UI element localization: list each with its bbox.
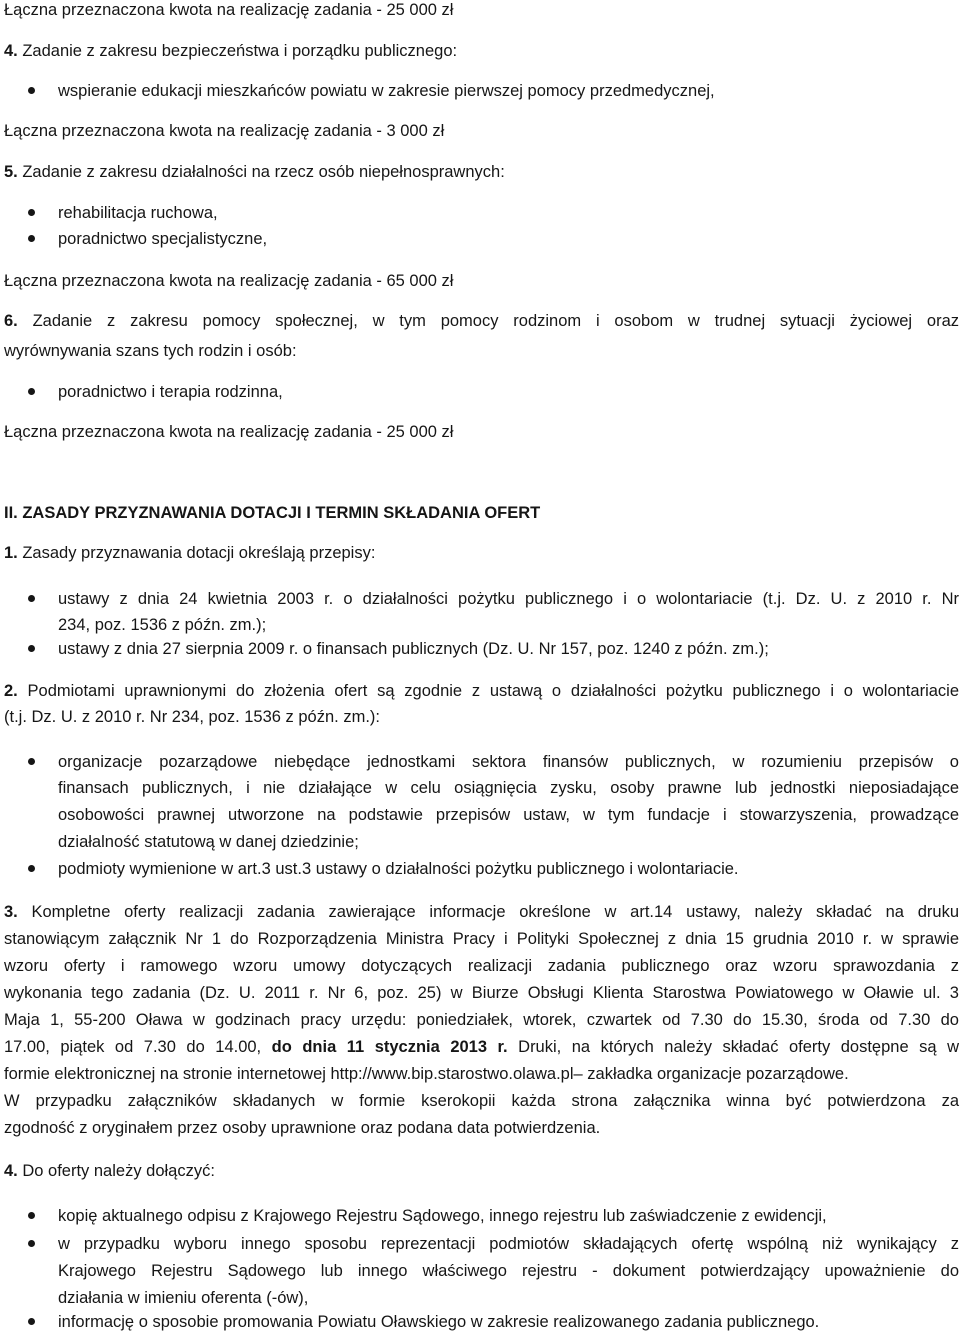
bullet-icon	[28, 595, 35, 602]
item-number: 5.	[4, 163, 18, 181]
item-number: 6.	[4, 312, 18, 330]
list-item-continuation: osobowości prawnej utworzone na podstawie przepisów ustaw, w tym fundacje i stowarzyszenia, prowadzące	[58, 806, 959, 824]
bullet-icon	[28, 209, 35, 216]
point-1-heading: 1. Zasady przyznawania dotacji określają przepisy:	[4, 544, 376, 562]
section-heading: II. ZASADY PRZYZNAWANIA DOTACJI I TERMIN SKŁADANIA OFERT	[4, 504, 541, 522]
list-item: ustawy z dnia 24 kwietnia 2003 r. o działalności pożytku publicznego i o wolontariacie (t.j. Dz. U. z 2010 r. Nr	[58, 590, 959, 608]
paragraph-line: wzoru oferty i ramowego wzoru umowy dotyczących realizacji zadania publicznego oraz wzoru sprawozdania z	[4, 957, 959, 975]
list-item: rehabilitacja ruchowa,	[58, 204, 218, 222]
list-item: informację o sposobie promowania Powiatu Oławskiego w zakresie realizowanego zadania publicznego.	[58, 1313, 820, 1331]
list-item-continuation: Krajowego Rejestru Sądowego lub innego właściwego rejestru - dokument potwierdzający upoważnienie do	[58, 1262, 959, 1280]
paragraph-line: W przypadku załączników składanych w formie kserokopii każda strona załącznika winna być potwierdzona za	[4, 1092, 959, 1110]
task-4-heading: 4. Zadanie z zakresu bezpieczeństwa i porządku publicznego:	[4, 42, 458, 60]
item-number: 4.	[4, 1162, 18, 1180]
list-item: w przypadku wyboru innego sposobu reprezentacji podmiotów składających ofertę wspólną niż wynikający z	[58, 1235, 959, 1253]
list-item: organizacje pozarządowe niebędące jednostkami sektora finansów publicznych, w rozumieniu przepisów o	[58, 753, 959, 771]
bullet-icon	[28, 388, 35, 395]
bullet-icon	[28, 1240, 35, 1247]
list-item-continuation: 234, poz. 1536 z późn. zm.);	[58, 616, 267, 634]
list-item: poradnictwo specjalistyczne,	[58, 230, 268, 248]
task-5-heading: 5. Zadanie z zakresu działalności na rzecz osób niepełnosprawnych:	[4, 163, 505, 181]
amount-line: Łączna przeznaczona kwota na realizację zadania - 25 000 zł	[4, 423, 454, 441]
paragraph-line: zgodność z oryginałem przez osoby uprawnione oraz podana data potwierdzenia.	[4, 1119, 601, 1137]
item-number: 2.	[4, 682, 18, 700]
point-2-heading: 2. Podmiotami uprawnionymi do złożenia ofert są zgodnie z ustawą o działalności pożytku publicznego i o wolontariacie	[4, 682, 959, 700]
amount-line: Łączna przeznaczona kwota na realizację zadania - 3 000 zł	[4, 122, 445, 140]
paragraph-line: (t.j. Dz. U. z 2010 r. Nr 234, poz. 1536 z późn. zm.):	[4, 708, 380, 726]
bullet-icon	[28, 865, 35, 872]
bullet-icon	[28, 645, 35, 652]
list-item-continuation: działania w imieniu oferenta (-ów),	[58, 1289, 309, 1307]
point-3-heading: 3. Kompletne oferty realizacji zadania zawierające informacje określone w art.14 ustawy, należy składać na druku	[4, 903, 959, 921]
bullet-icon	[28, 1212, 35, 1219]
paragraph-line: wyrównywania szans tych rodzin i osób:	[4, 342, 297, 360]
paragraph-line: 17.00, piątek od 7.30 do 14.00, do dnia 11 stycznia 2013 r. Druki, na których należy składać oferty dostępne są w	[4, 1038, 959, 1056]
item-number: 4.	[4, 42, 18, 60]
list-item-continuation: działalność statutową w danej dziedzinie;	[58, 833, 359, 851]
bullet-icon	[28, 758, 35, 765]
item-number: 1.	[4, 544, 18, 562]
list-item: ustawy z dnia 27 sierpnia 2009 r. o finansach publicznych (Dz. U. Nr 157, poz. 1240 z późn. zm.);	[58, 640, 769, 658]
paragraph-line: Maja 1, 55-200 Oława w godzinach pracy urzędu: poniedziałek, wtorek, czwartek od 7.30 do 15.30, środa od 7.30 do	[4, 1011, 959, 1029]
deadline-bold: do dnia 11 stycznia 2013 r.	[271, 1038, 508, 1056]
list-item-continuation: finansach publicznych, i nie działające w celu osiągnięcia zysku, osoby prawne lub jednostki nieposiadające	[58, 779, 959, 797]
paragraph-line: formie elektronicznej na stronie internetowej http://www.bip.starostwo.olawa.pl– zakładka organizacje pozarządowe.	[4, 1065, 849, 1083]
point-4-heading: 4. Do oferty należy dołączyć:	[4, 1162, 215, 1180]
paragraph-line: wykonania tego zadania (Dz. U. 2011 r. Nr 6, poz. 25) w Biurze Obsługi Klienta Starostwa Powiatowego w Oławie ul. 3	[4, 984, 959, 1002]
item-number: 3.	[4, 903, 18, 921]
amount-line: Łączna przeznaczona kwota na realizację zadania - 25 000 zł	[4, 1, 454, 19]
bullet-icon	[28, 1318, 35, 1325]
list-item: kopię aktualnego odpisu z Krajowego Rejestru Sądowego, innego rejestru lub zaświadczenie z ewidencji,	[58, 1207, 827, 1225]
amount-line: Łączna przeznaczona kwota na realizację zadania - 65 000 zł	[4, 272, 454, 290]
paragraph-line: stanowiącym załącznik Nr 1 do Rozporządzenia Ministra Pracy i Polityki Społecznej z dnia 15 grudnia 2010 r. w sprawie	[4, 930, 959, 948]
list-item: wspieranie edukacji mieszkańców powiatu w zakresie pierwszej pomocy przedmedycznej,	[58, 82, 715, 100]
list-item: podmioty wymienione w art.3 ust.3 ustawy o działalności pożytku publicznego i wolontariacie.	[58, 860, 739, 878]
bullet-icon	[28, 87, 35, 94]
task-6-heading: 6. Zadanie z zakresu pomocy społecznej, w tym pomocy rodzinom i osobom w trudnej sytuacji życiowej oraz	[4, 312, 959, 330]
list-item: poradnictwo i terapia rodzinna,	[58, 383, 283, 401]
bullet-icon	[28, 235, 35, 242]
